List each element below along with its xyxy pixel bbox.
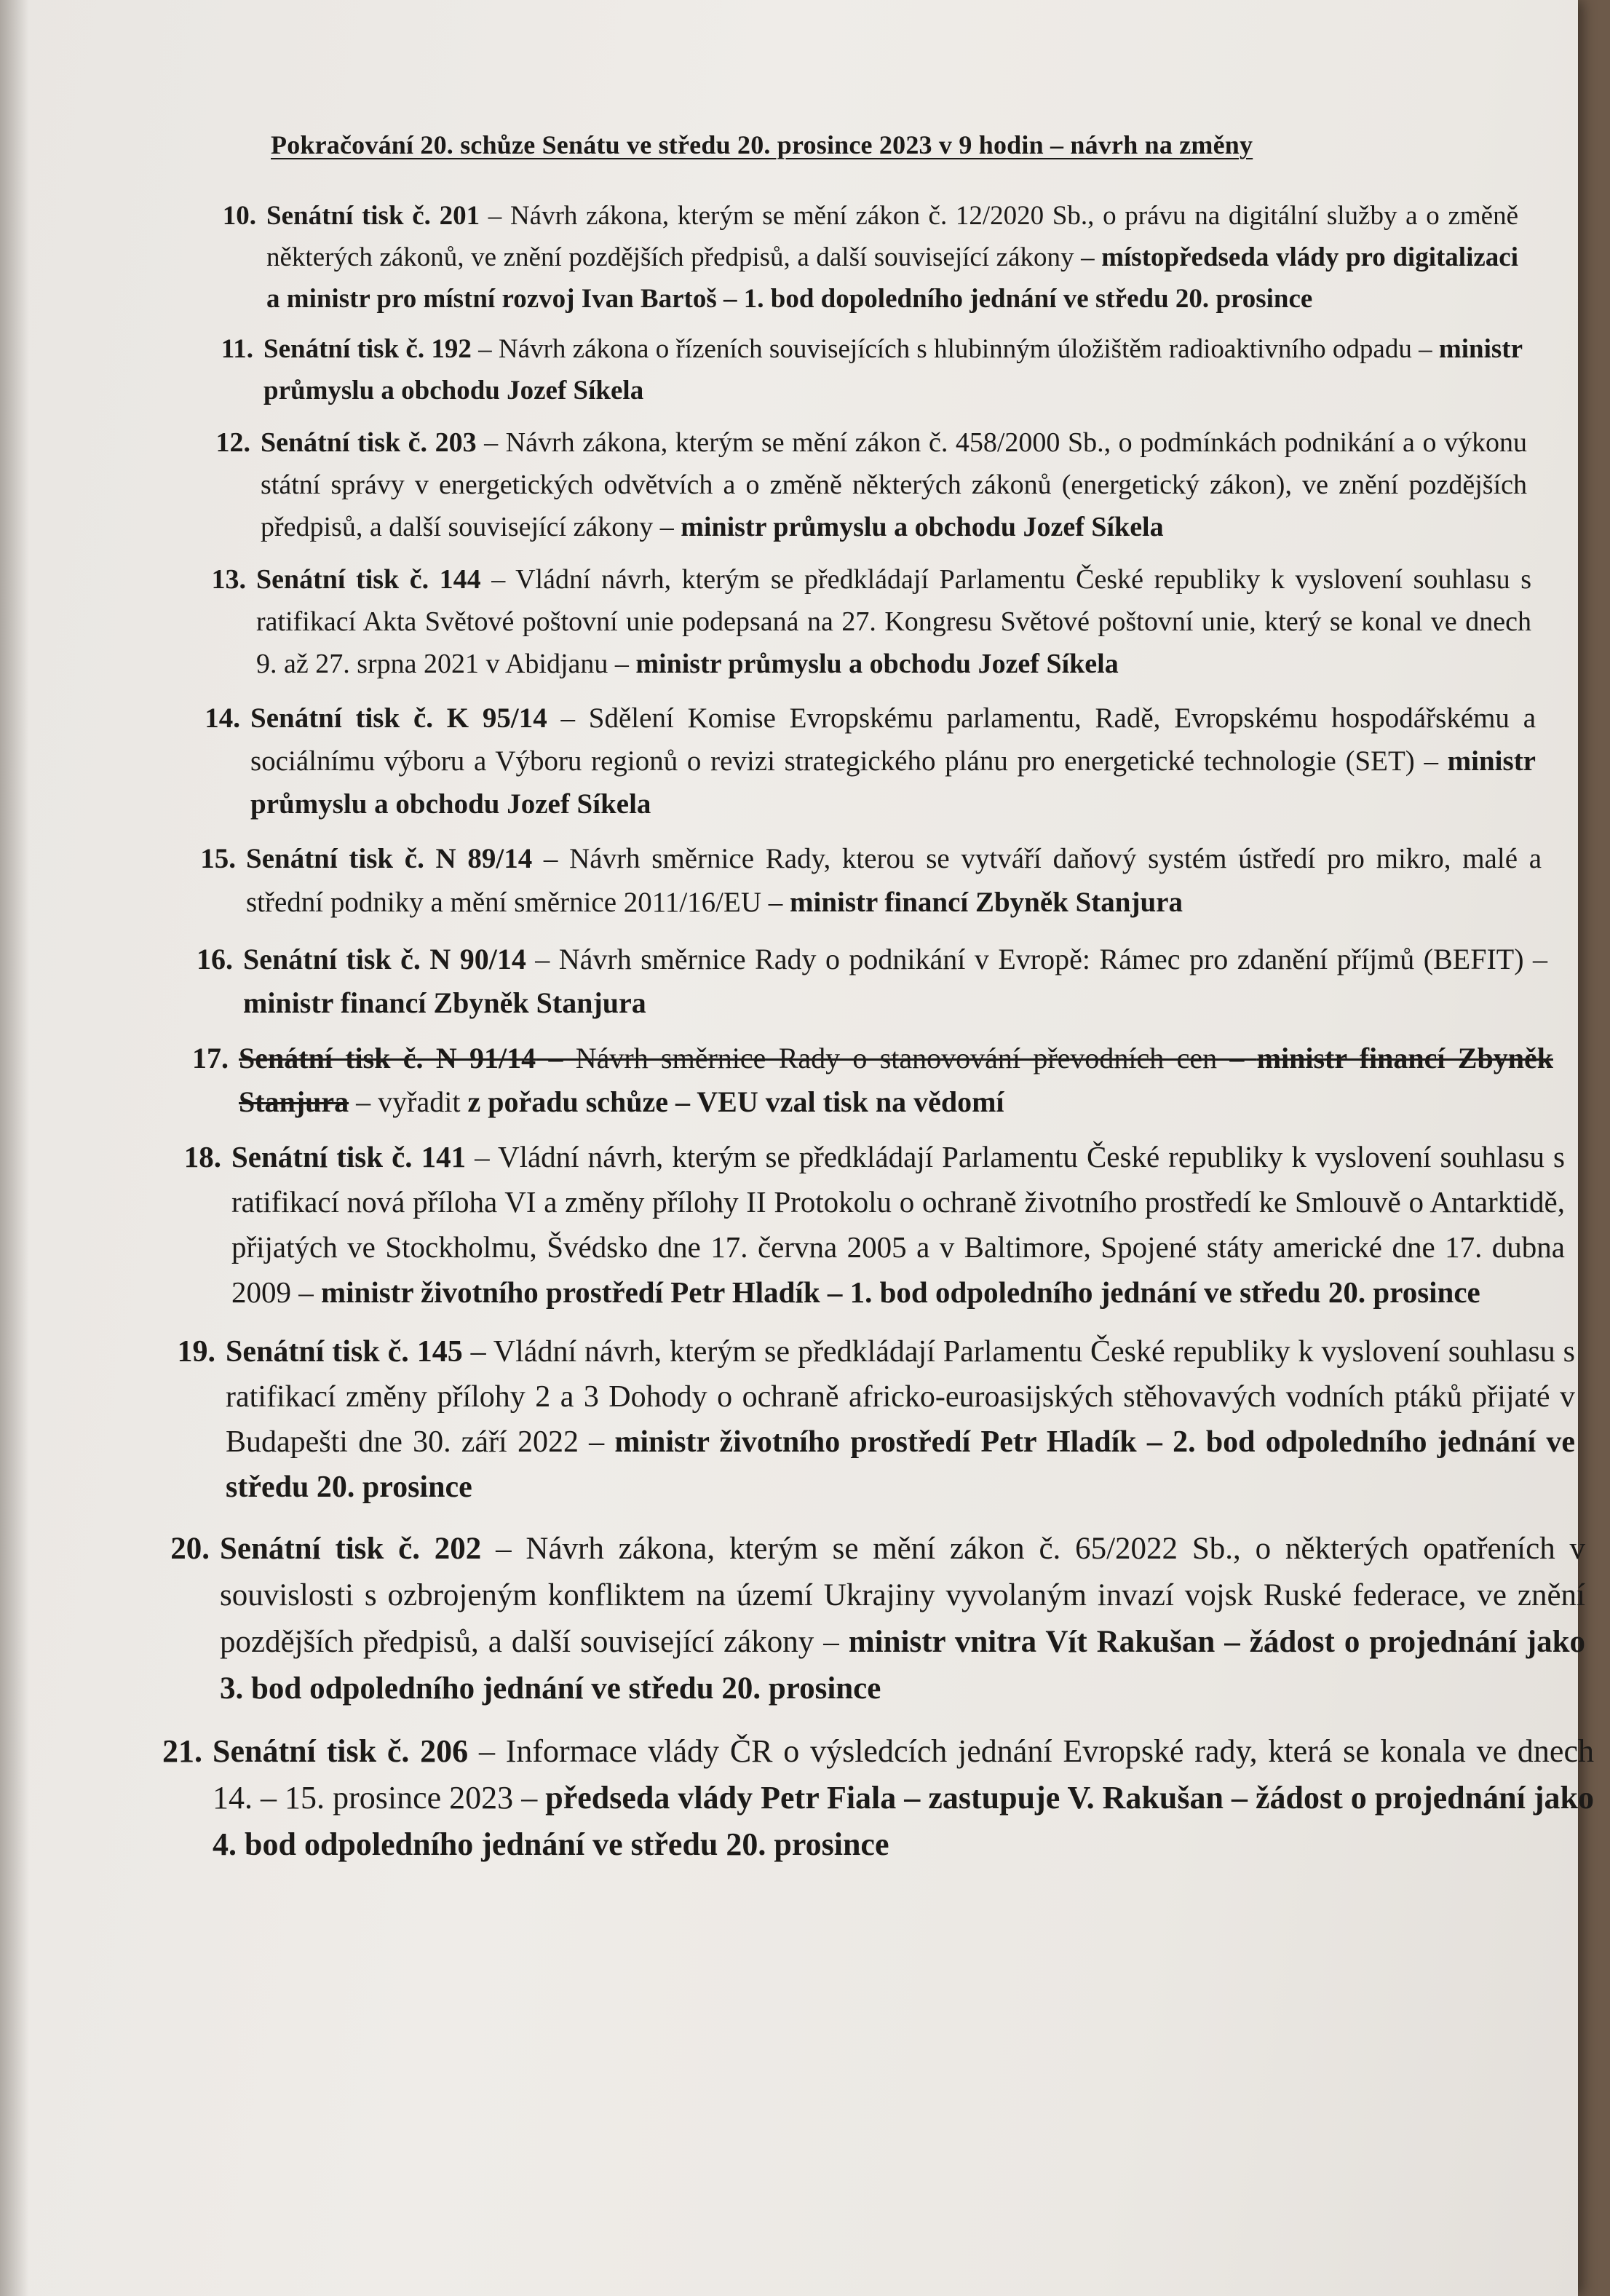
agenda-item-number: 18.: [183, 1140, 221, 1173]
agenda-item-number: 21.: [162, 1733, 202, 1769]
agenda-item-segment: Senátní tisk č. K 95/14: [250, 702, 547, 734]
agenda-item-text: [239, 1037, 1553, 1124]
agenda-item-segment: – Vládní návrh, kterým se předkládají Parlamentu České republiky k vyslovení souhlasu s ratifikací Akta Světové poštovní unie podepsaná na 27. Kongresu Světové poštovní unie, který se konal ve dnech 9. až 27. srpna 2021 v Abidjanu –: [256, 564, 1531, 679]
agenda-item-text: [226, 1329, 1575, 1510]
agenda-item-segment: Senátní tisk č. N 89/14: [246, 843, 533, 874]
agenda-item-number: 20.: [170, 1532, 210, 1566]
agenda-item-segment: – Návrh zákona o řízeních souvisejících s hlubinným úložištěm radioaktivního odpadu –: [471, 334, 1439, 364]
agenda-item-number: 11.: [221, 334, 253, 364]
agenda-item-segment: ministr průmyslu a obchodu Jozef Síkela: [681, 512, 1164, 542]
agenda-item-segment: Senátní tisk č. 141: [231, 1140, 467, 1173]
agenda-item: [0, 697, 1536, 826]
agenda-item-segment: ministr vnitra Vít Rakušan – žádost o projednání jako 3. bod odpoledního jednání ve středu 20. prosince: [220, 1625, 1585, 1706]
agenda-item-segment: předseda vlády Petr Fiala – zastupuje V. Rakušan – žádost o projednání jako 4. bod odpoledního jednání ve středu 20. prosince: [213, 1780, 1594, 1862]
agenda-item-segment: ministr financí Zbyněk Stanjura: [243, 986, 646, 1019]
agenda-item-segment: – Návrh směrnice Rady, kterou se vytváří daňový systém ústředí pro mikro, malé a střední podniky a mění směrnice 2011/16/EU –: [246, 843, 1542, 918]
agenda-item-segment: Senátní tisk č. 201: [266, 201, 480, 231]
agenda-item: [0, 328, 1523, 411]
agenda-item-segment: z pořadu schůze – VEU vzal tisk na vědomí: [467, 1085, 1004, 1118]
agenda-item-segment: místopředseda vlády pro digitalizaci a ministr pro místní rozvoj Ivan Bartoš – 1. bod dopoledního jednání ve středu 20. prosince: [266, 242, 1518, 314]
agenda-item-text: [261, 421, 1527, 548]
agenda-item-text: [213, 1728, 1594, 1868]
agenda-item: [0, 421, 1527, 548]
agenda-item-text: [256, 558, 1531, 685]
agenda-item-number: 10.: [222, 201, 256, 231]
agenda-item-segment: Senátní tisk č. 144: [256, 564, 481, 595]
agenda-item-text: [231, 1134, 1565, 1315]
agenda-item-segment: ministr průmyslu a obchodu Jozef Síkela: [635, 649, 1119, 679]
agenda-item-segment: – Návrh zákona, kterým se mění zákon č. 12/2020 Sb., o právu na digitální služby a o změně některých zákonů, ve znění pozdějších předpisů, a další související zákony –: [266, 201, 1518, 272]
page-heading: Pokračování 20. schůze Senátu ve středu 20. prosince 2023 v 9 hodin – návrh na změny: [271, 130, 1253, 159]
agenda-item-text: [243, 938, 1547, 1025]
agenda-item-segment: Senátní tisk č. N 91/14: [239, 1042, 536, 1074]
agenda-item: [0, 837, 1542, 925]
agenda-item-segment: ministr průmyslu a obchodu Jozef Síkela: [250, 745, 1536, 820]
agenda-item-segment: – Návrh zákona, kterým se mění zákon č. 458/2000 Sb., o podmínkách podnikání a o výkonu státní správy v energetických odvětvích a o změně některých zákonů (energetický zákon), ve znění pozdějších předpisů, a další související zákony –: [261, 427, 1527, 542]
agenda-item-segment: ministr průmyslu a obchodu Jozef Síkela: [263, 334, 1523, 405]
agenda-item-number: 14.: [205, 702, 240, 734]
agenda-item: [0, 195, 1518, 320]
agenda-item-number: 19.: [177, 1335, 215, 1369]
agenda-item: [0, 1526, 1585, 1712]
agenda-item-segment: – Návrh zákona, kterým se mění zákon č. 65/2022 Sb., o některých opatřeních v souvislosti s ozbrojeným konfliktem na území Ukrajiny vyvolaným invazí vojsk Ruské federace, ve znění pozdějších předpisů, a další související zákony –: [220, 1532, 1585, 1659]
agenda-item-segment: Senátní tisk č. 192: [263, 334, 472, 364]
agenda-item-text: [250, 697, 1536, 826]
agenda-item-number: 13.: [211, 564, 246, 595]
agenda-list: [0, 195, 1610, 1868]
agenda-item-segment: – Vládní návrh, kterým se předkládají Parlamentu České republiky k vyslovení souhlasu s ratifikací nová příloha VI a změny přílohy II Protokolu o ochraně životního prostředí ke Smlouvě o Antarktidě, přijatých ve Stockholmu, Švédsko dne 17. června 2005 a v Baltimore, Spojené státy americké dne 17. dubna 2009 –: [231, 1140, 1565, 1309]
agenda-item-segment: – Informace vlády ČR o výsledcích jednání Evropské rady, která se konala ve dnech 14. – 15. prosince 2023 –: [213, 1733, 1594, 1816]
agenda-item-number: 16.: [197, 943, 233, 975]
agenda-item: [0, 1728, 1594, 1868]
agenda-item-segment: – Vládní návrh, kterým se předkládají Parlamentu České republiky k vyslovení souhlasu s ratifikací změny přílohy 2 a 3 Dohody o ochraně africko-euroasijských stěhovavých vodních ptáků přijaté v Budapešti dne 30. září 2022 –: [226, 1335, 1575, 1459]
agenda-item-segment: – Návrh směrnice Rady o stanovování převodních cen –: [536, 1042, 1257, 1074]
agenda-item-segment: – Návrh směrnice Rady o podnikání v Evropě: Rámec pro zdanění příjmů (BEFIT) –: [526, 943, 1547, 975]
agenda-item-segment: Senátní tisk č. 202: [220, 1532, 482, 1566]
agenda-item-number: 17.: [192, 1042, 229, 1074]
agenda-item-segment: Senátní tisk č. 206: [213, 1733, 469, 1769]
agenda-item-number: 12.: [215, 427, 250, 458]
agenda-item-text: [266, 195, 1518, 320]
agenda-item-segment: ministr životního prostředí Petr Hladík – 2. bod odpoledního jednání ve středu 20. prosince: [226, 1425, 1575, 1504]
agenda-item: [0, 1329, 1575, 1510]
agenda-item-segment: Senátní tisk č. N 90/14: [243, 943, 526, 975]
agenda-item-segment: ministr financí Zbyněk Stanjura: [239, 1042, 1553, 1118]
agenda-item-segment: ministr financí Zbyněk Stanjura: [790, 887, 1183, 918]
agenda-item: [0, 1037, 1553, 1124]
agenda-item-text: [263, 328, 1523, 411]
agenda-item-segment: ministr životního prostředí Petr Hladík – 1. bod odpoledního jednání ve středu 20. prosince: [321, 1275, 1480, 1309]
agenda-item-segment: – vyřadit: [349, 1085, 468, 1118]
agenda-item-text: [220, 1526, 1585, 1712]
agenda-item-text: [246, 837, 1542, 925]
agenda-item-segment: Senátní tisk č. 203: [261, 427, 477, 458]
agenda-item: [0, 938, 1547, 1025]
agenda-item: [0, 558, 1531, 685]
agenda-item-segment: Senátní tisk č. 145: [226, 1335, 463, 1369]
agenda-item: [0, 1134, 1565, 1315]
agenda-item-number: 15.: [200, 843, 236, 874]
agenda-item-segment: – Sdělení Komise Evropskému parlamentu, Radě, Evropskému hospodářskému a sociálnímu výboru a Výboru regionů o revizi strategického plánu pro energetické technologie (SET) –: [250, 702, 1536, 777]
